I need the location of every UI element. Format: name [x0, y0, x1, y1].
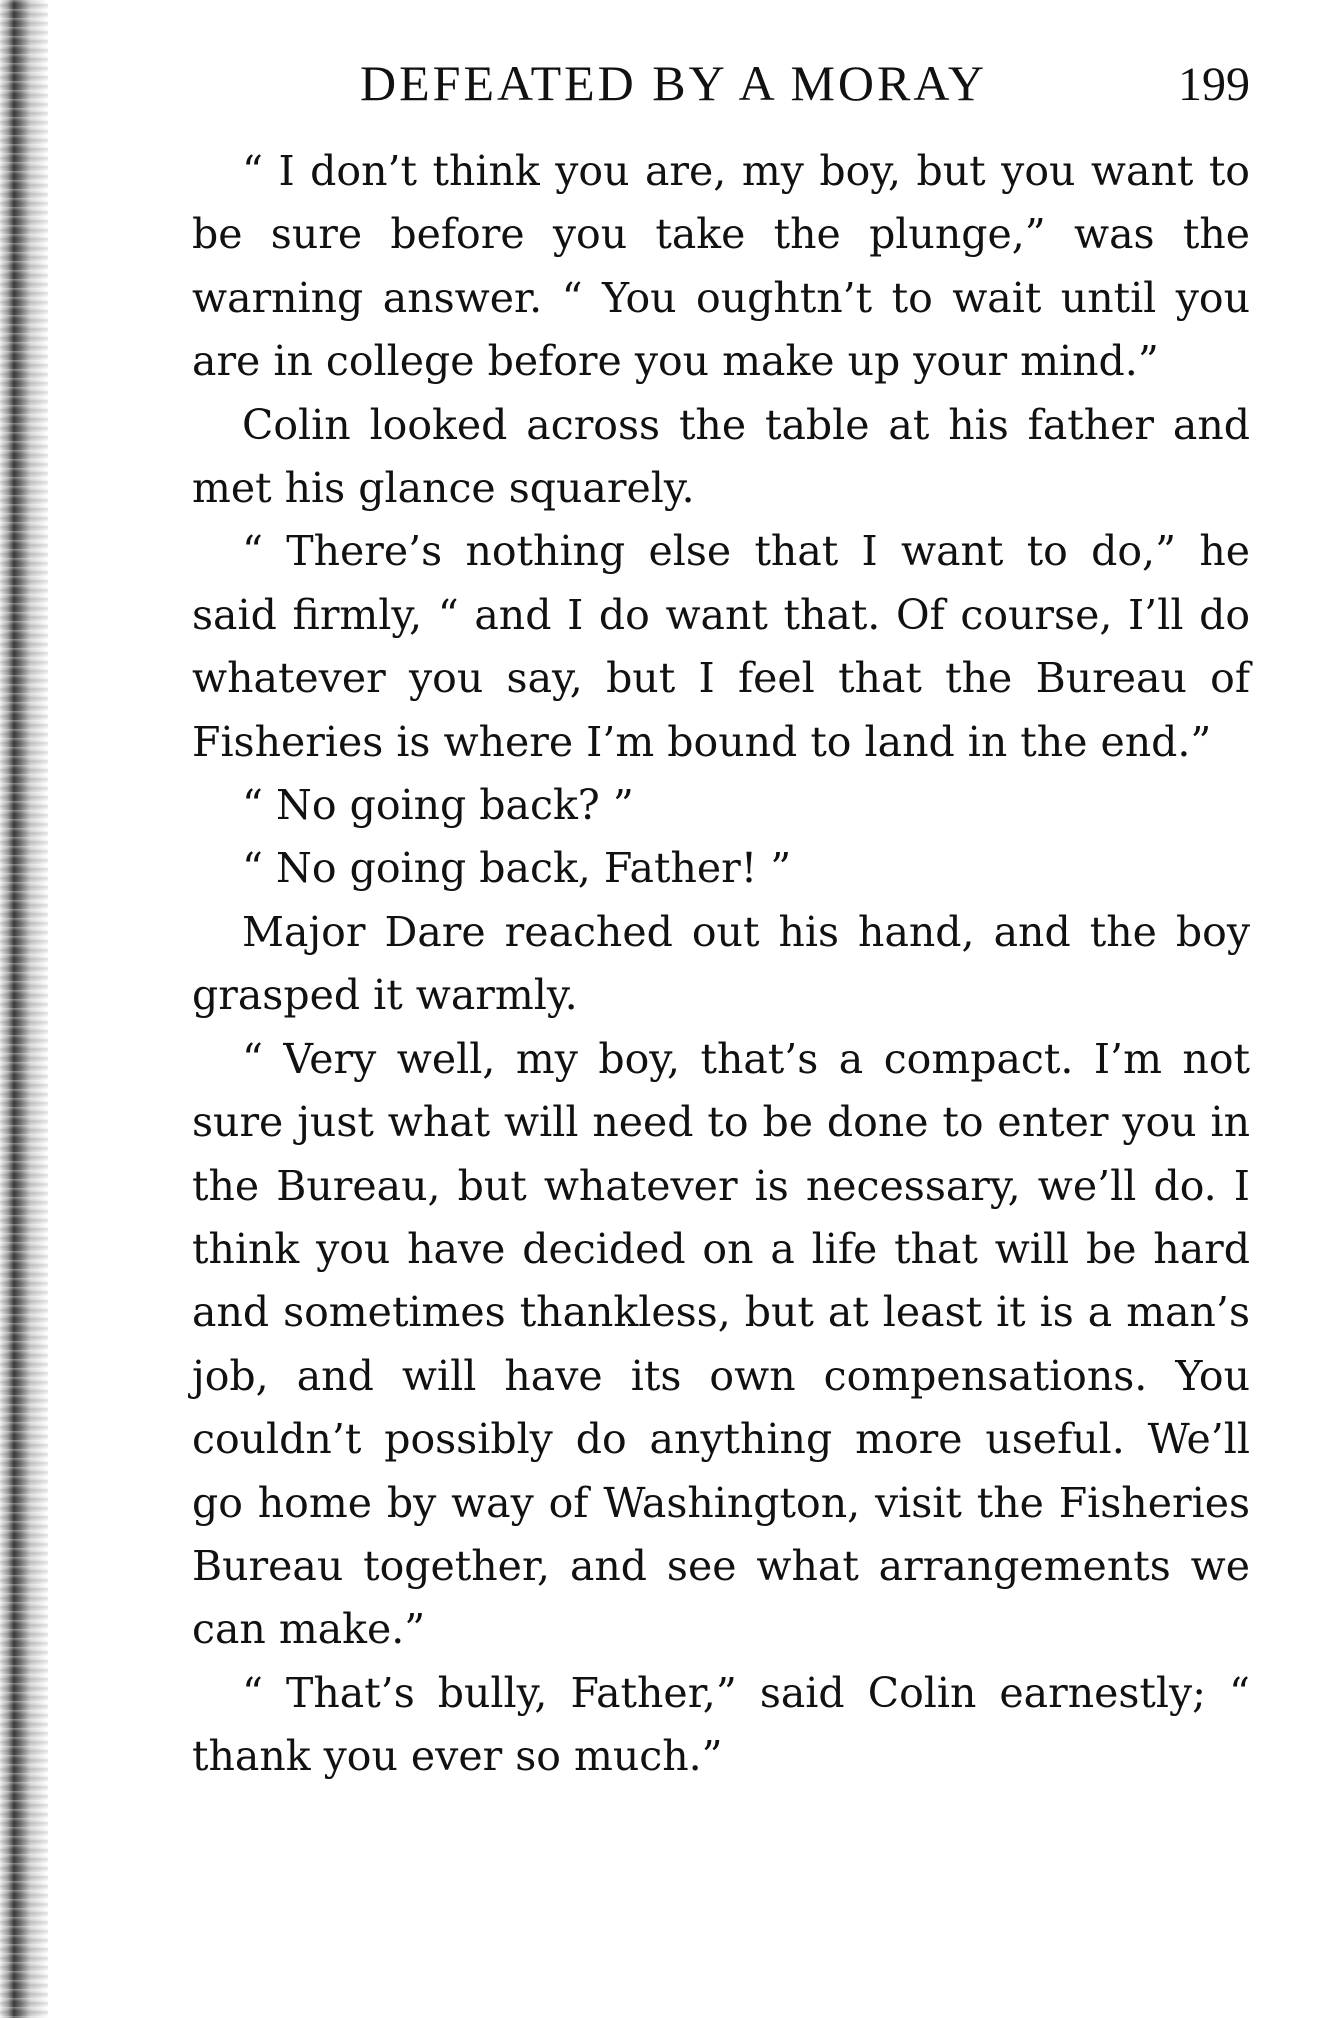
running-title: DEFEATED BY A MORAY — [360, 55, 987, 111]
paragraph: “ No going back, Father! ” — [242, 844, 792, 893]
paragraph: “ There’s nothing else that I want to do,” he said firmly, “ and I do want that. Of course, I’ll do whatever you say, but I feel that the Bureau of Fisheries is where I’m bound to land in the end.” — [192, 527, 1250, 766]
body-text — [192, 140, 1250, 1789]
paragraph: Colin looked across the table at his father and met his glance squarely. — [192, 400, 1250, 513]
paragraph: Major Dare reached out his hand, and the boy grasped it warmly. — [192, 907, 1250, 1020]
paragraph: “ That’s bully, Father,” said Colin earnestly; “ thank you ever so much.” — [192, 1668, 1250, 1781]
page-header — [190, 48, 1250, 118]
paragraph: “ Very well, my boy, that’s a compact. I’m not sure just what will need to be done to enter you in the Bureau, but whatever is necessary, we’ll do. I think you have decided on a life that will be hard and sometimes thankless, but at least it is a man’s job, and will have its own compensations. You couldn’t possibly do anything more useful. We’ll go home by way of Washington, visit the Fisheries Bureau together, and see what arrangements we can make.” — [192, 1034, 1250, 1654]
paragraph: “ No going back? ” — [242, 781, 634, 830]
page-number: 199 — [1178, 58, 1250, 111]
paragraph: “ I don’t think you are, my boy, but you want to be sure before you take the plunge,” was the warning answer. “ You oughtn’t to wait until you are in college before you make up your mind.” — [192, 147, 1250, 386]
page-gutter-texture — [0, 0, 48, 2018]
